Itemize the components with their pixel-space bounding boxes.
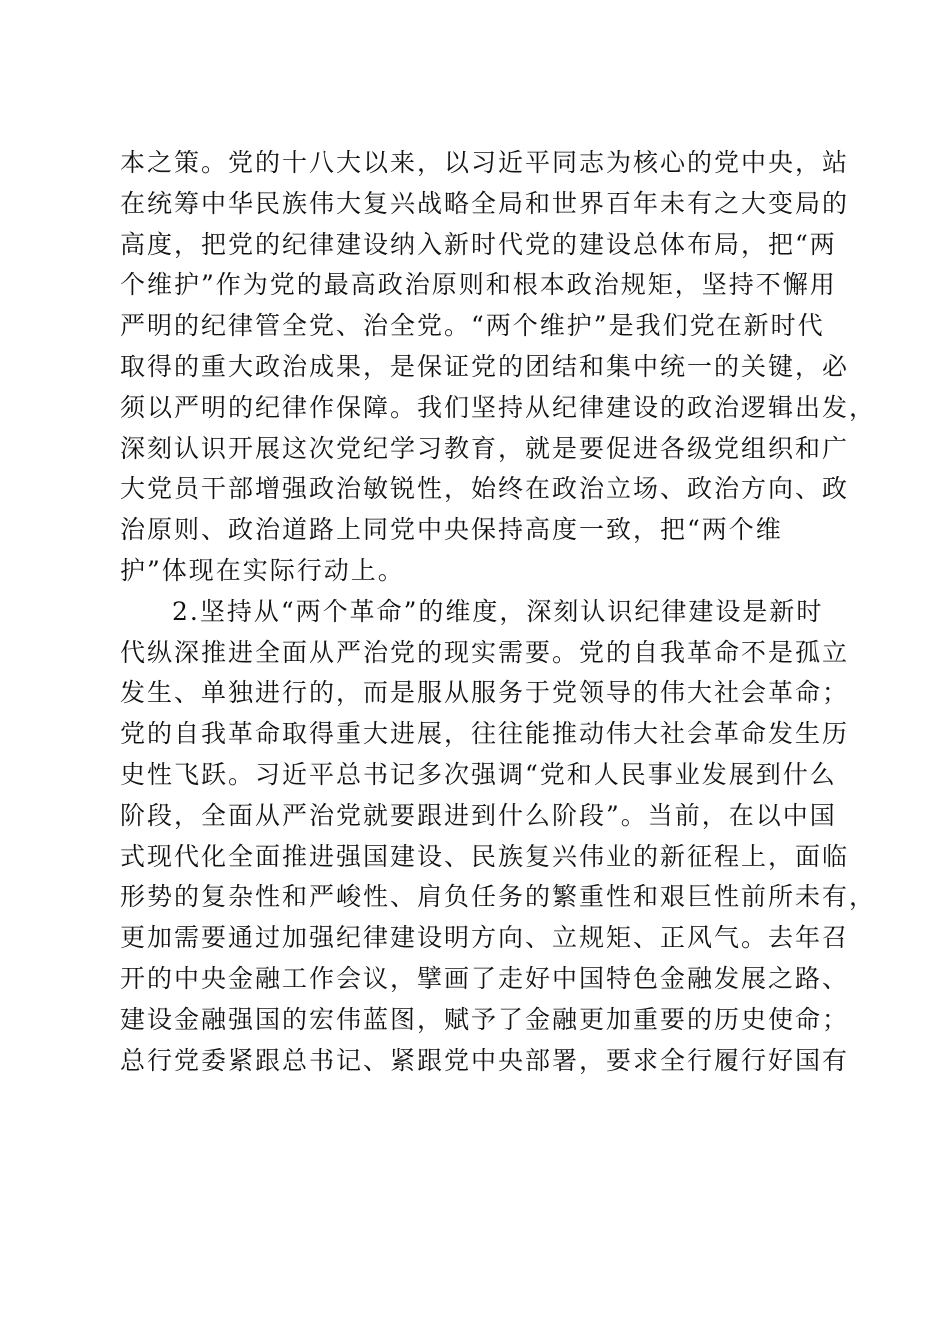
text-line: 高度，把党的纪律建设纳入新时代党的建设总体布局，把“两: [120, 229, 837, 259]
text-line: 严明的纪律管全党、治全党。“两个维护”是我们党在新时代: [120, 311, 825, 341]
text-line: 阶段，全面从严治党就要跟进到什么阶段”。当前，在以中国: [120, 800, 837, 830]
text-line: 总行党委紧跟总书记、紧跟党中央部署，要求全行履行好国有: [120, 1045, 850, 1075]
text-line: 形势的复杂性和严峻性、肩负任务的繁重性和艰巨性前所未有，: [120, 882, 877, 912]
text-line: 开的中央金融工作会议，擘画了走好中国特色金融发展之路、: [120, 963, 850, 993]
text-line: 深刻认识开展这次党纪学习教育，就是要促进各级党组织和广: [120, 433, 850, 463]
text-line: 取得的重大政治成果，是保证党的团结和集中统一的关键，必: [120, 351, 850, 381]
text-line: 治原则、政治道路上同党中央保持高度一致，把“两个维: [120, 515, 783, 545]
body-text: [120, 143, 877, 1081]
text-line: 代纵深推进全面从严治党的现实需要。党的自我革命不是孤立: [120, 637, 850, 667]
text-line: 个维护”作为党的最高政治原则和根本政治规矩，坚持不懈用: [120, 270, 837, 300]
text-line: 本之策。党的十八大以来，以习近平同志为核心的党中央，站: [120, 148, 850, 177]
text-line: 须以严明的纪律作保障。我们坚持从纪律建设的政治逻辑出发，: [120, 392, 877, 422]
text-line: 大党员干部增强政治敏锐性，始终在政治立场、政治方向、政: [120, 474, 850, 504]
text-line: 在统筹中华民族伟大复兴战略全局和世界百年未有之大变局的: [120, 188, 850, 218]
text-line: 党的自我革命取得重大进展，往往能推动伟大社会革命发生历: [120, 719, 850, 749]
text-line: 发生、单独进行的，而是服从服务于党领导的伟大社会革命；: [120, 678, 850, 708]
text-line: 史性飞跃。习近平总书记多次强调“党和人民事业发展到什么: [120, 759, 837, 789]
text-line: 护”体现在实际行动上。: [120, 555, 405, 585]
text-line: 式现代化全面推进强国建设、民族复兴伟业的新征程上，面临: [120, 841, 850, 871]
text-line: 建设金融强国的宏伟蓝图，赋予了金融更加重要的历史使命；: [120, 1004, 850, 1034]
text-line: 更加需要通过加强纪律建设明方向、立规矩、正风气。去年召: [120, 923, 850, 953]
paragraph-start-line: 2.坚持从“两个革命”的维度，深刻认识纪律建设是新时: [172, 596, 824, 626]
